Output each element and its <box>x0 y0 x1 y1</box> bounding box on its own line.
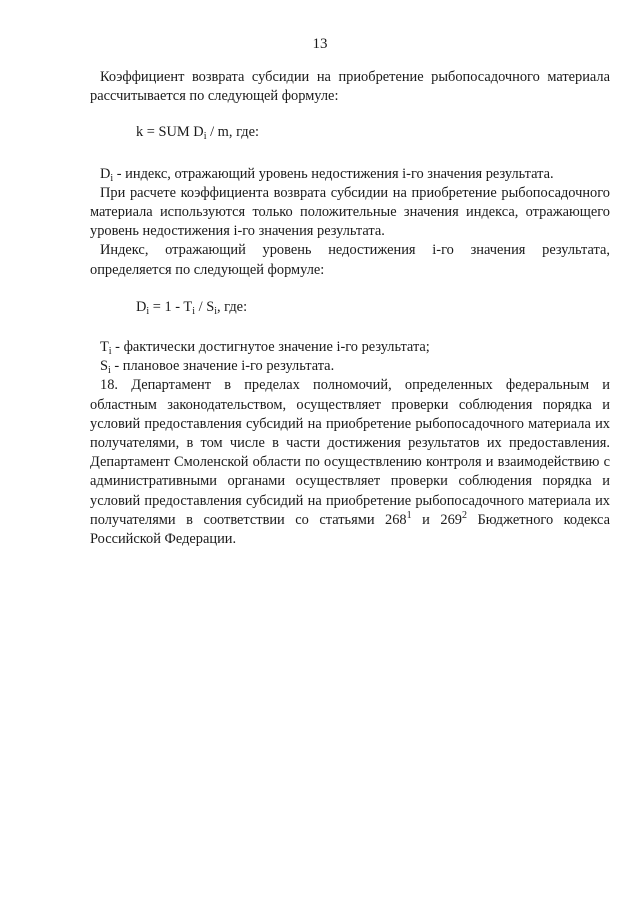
definition-s-sub: i <box>108 365 111 377</box>
definition-d-sub: i <box>110 172 114 184</box>
formula-d-end: , где: <box>216 298 248 315</box>
definition-d-text: - индекс, отражающий уровень недостижения i-го значения результата. <box>113 165 554 182</box>
formula-d-slash: / S <box>195 298 215 315</box>
definition-s <box>90 357 610 376</box>
formula-k-lhs: k = SUM D <box>136 124 204 141</box>
definition-t <box>90 338 610 357</box>
definition-d <box>90 165 610 184</box>
article-268-sup: 1 <box>406 509 412 521</box>
definition-t-sub: i <box>108 346 112 358</box>
definition-t-symbol: T <box>100 339 109 356</box>
definition-s-text: - плановое значение i-го результата. <box>110 358 335 375</box>
document-body <box>90 68 610 549</box>
formula-d-s-sub: i <box>214 305 217 317</box>
formula-k <box>136 123 610 142</box>
paragraph-positive-values: При расчете коэффициента возврата субсидии на приобретение рыбопосадочного материала используются только положительные значения индекса, отражающего уровень недостижения i-го значения результата. <box>90 184 610 240</box>
formula-d-d-sub: i <box>146 305 150 317</box>
article-269-sup: 2 <box>461 509 467 521</box>
formula-d <box>136 298 610 317</box>
definition-d-symbol: D <box>100 165 111 182</box>
definition-t-text: - фактически достигнутое значение i-го результата; <box>111 339 430 356</box>
formula-d-mid: = 1 - T <box>149 298 193 315</box>
formula-d-t-sub: i <box>192 305 195 317</box>
formula-d-d: D <box>136 298 147 315</box>
paragraph-18 <box>90 376 610 549</box>
paragraph-18-and: и 269 <box>411 511 462 528</box>
paragraph-18-text: 18. Департамент в пределах полномочий, определенных федеральным и областным законодательством, осуществляет проверки соблюдения порядка и условий предоставления субсидий на приобретение рыбопосадочного материала их получателями, в том числе в части достижения результатов их предоставления. Департамент Смоленской области по осуществлению контроля и взаимодействию с административными органами осуществляет проверки соблюдения порядка и условий предоставления субсидий на приобретение рыбопосадочного материала их получателями в соответствии со статьями 268 <box>90 377 610 528</box>
paragraph-coefficient-intro: Коэффициент возврата субсидии на приобретение рыбопосадочного материала рассчитывается по следующей формуле: <box>90 69 610 105</box>
formula-k-sub: i <box>203 131 207 143</box>
paragraph-index-intro: Индекс, отражающий уровень недостижения i-го значения результата, определяется по следующей формуле: <box>90 242 610 278</box>
formula-k-rhs: / m, где: <box>206 124 259 141</box>
definition-s-symbol: S <box>100 358 109 375</box>
paragraph-18-end: Бюджетного кодекса Российской Федерации. <box>90 511 611 548</box>
page-number: 13 <box>312 36 328 52</box>
